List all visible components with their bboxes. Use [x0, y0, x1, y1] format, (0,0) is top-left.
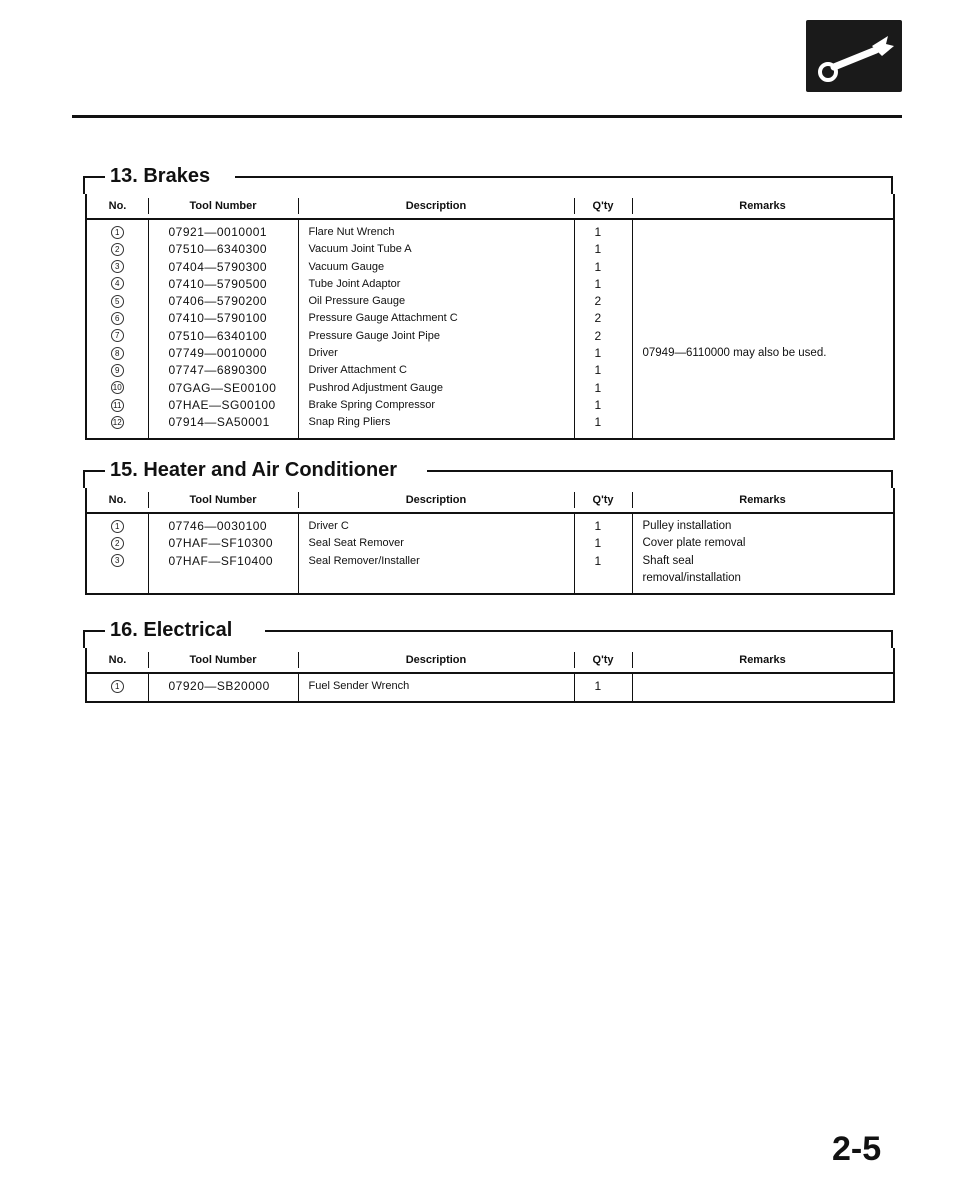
page-number: 2-5	[832, 1130, 882, 1168]
column-header-qty: Q'ty	[574, 194, 632, 219]
column-header-remarks: Remarks	[632, 488, 894, 513]
column-header-qty: Q'ty	[574, 488, 632, 513]
tools-table	[85, 648, 895, 703]
section-title: 15. Heater and Air Conditioner	[110, 459, 398, 481]
section-title: 16. Electrical	[110, 619, 233, 641]
descriptions: Driver C Seal Seat Remover Seal Remover/Installer	[298, 513, 574, 594]
table-row	[86, 673, 894, 702]
column-header-no: No.	[86, 488, 148, 513]
row-numbers: 1 2 3 4 5 6 7 8 9 10 11 12	[86, 219, 148, 439]
section-title-bar	[85, 456, 893, 484]
descriptions: Flare Nut Wrench Vacuum Joint Tube A Vacuum Gauge Tube Joint Adaptor Oil Pressure Gauge Pressure Gauge Attachment C Pressure Gauge Joint Pipe Driver Driver Attachment C Pushrod Adjustment Gauge Brake Spring Compressor Snap Ring Pliers	[298, 219, 574, 439]
column-header-description: Description	[298, 488, 574, 513]
header-rule	[72, 115, 902, 118]
section-title: 13. Brakes	[110, 165, 211, 187]
remarks: Pulley installation Cover plate removal Shaft seal removal/installation	[632, 513, 894, 594]
section-title-bar	[85, 162, 893, 190]
column-header-tool-number: Tool Number	[148, 648, 298, 673]
column-header-remarks: Remarks	[632, 648, 894, 673]
tool-numbers: 07746—0030100 07HAF—SF10300 07HAF—SF10400	[148, 513, 298, 594]
column-header-remarks: Remarks	[632, 194, 894, 219]
tools-table	[85, 194, 895, 440]
column-header-qty: Q'ty	[574, 648, 632, 673]
column-header-tool-number: Tool Number	[148, 488, 298, 513]
row-numbers: 1	[86, 673, 148, 702]
column-header-description: Description	[298, 648, 574, 673]
tools-table	[85, 488, 895, 595]
tool-numbers: 07921—0010001 07510—6340300 07404—5790300 07410—5790500 07406—5790200 07410—5790100 07510—6340100 07749—0010000 07747—6890300 07GAG—SE00100 07HAE—SG00100 07914—SA50001	[148, 219, 298, 439]
remark-text: 07949—6110000 may also be used.	[642, 347, 827, 360]
table-row	[86, 513, 894, 594]
quantities: 1 1 1 1 2 2 2 1 1 1 1 1	[574, 219, 632, 439]
wrench-icon	[806, 20, 902, 92]
column-header-description: Description	[298, 194, 574, 219]
section-title-bar	[85, 616, 893, 644]
remarks	[632, 219, 894, 439]
quantities: 1 1 1	[574, 513, 632, 594]
column-header-no: No.	[86, 648, 148, 673]
quantities: 1	[574, 673, 632, 702]
row-numbers: 1 2 3	[86, 513, 148, 594]
column-header-tool-number: Tool Number	[148, 194, 298, 219]
remarks	[632, 673, 894, 702]
table-row	[86, 219, 894, 439]
tool-numbers: 07920—SB20000	[148, 673, 298, 702]
column-header-no: No.	[86, 194, 148, 219]
wrench-logo	[806, 20, 902, 92]
descriptions: Fuel Sender Wrench	[298, 673, 574, 702]
